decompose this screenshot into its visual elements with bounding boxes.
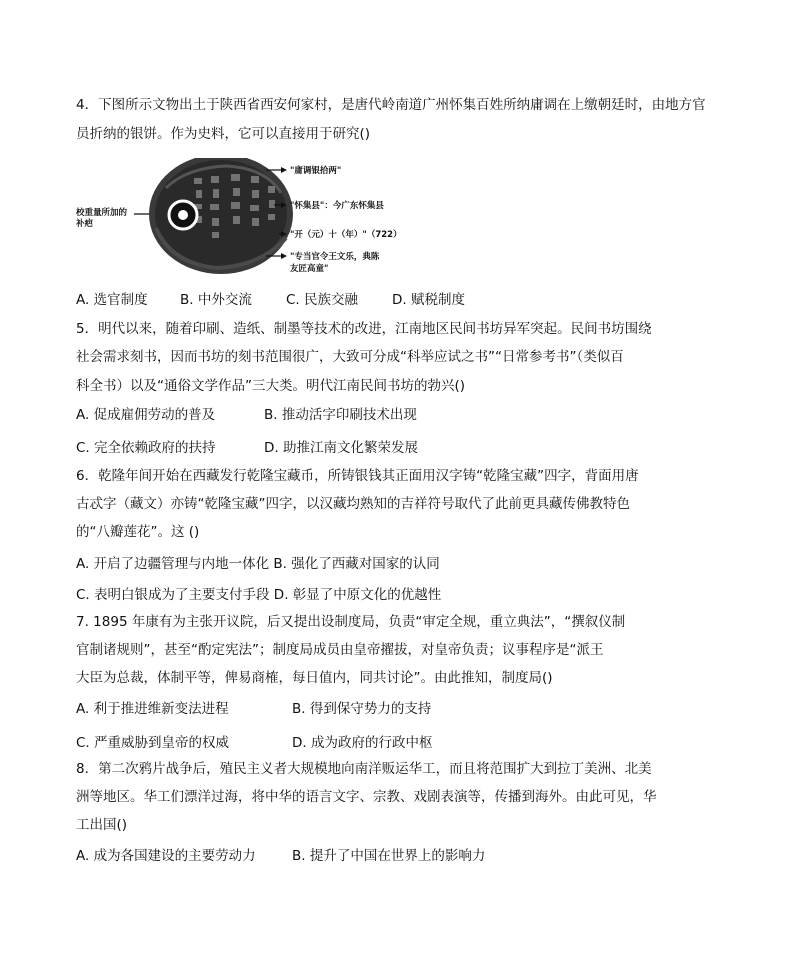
- q7-option-c[interactable]: C. 严重威胁到皇帝的权威: [76, 735, 230, 751]
- q5-stem-line-2: 社会需求刻书，因而书坊的刻书范围很广，大致可分成“科举应试之书”“日常参考书”（类似百: [76, 349, 624, 365]
- q8-stem-line-3: 工出国(): [76, 817, 128, 833]
- q6-option-ab[interactable]: A. 开启了边疆管理与内地一体化 B. 强化了西藏对国家的认同: [76, 556, 440, 572]
- q4-option-b[interactable]: B. 中外交流: [180, 292, 252, 308]
- callout-2: "怀集县"：今广东怀集县: [290, 201, 384, 211]
- silver-cake-figure: [76, 158, 436, 283]
- q4-stem-line-1: 4．下图所示文物出土于陕西省西安何家村，是唐代岭南道广州怀集百姓所纳庸调在上缴朝廷时，由地方官: [76, 97, 706, 113]
- q8-stem-line-1: 8．第二次鸦片战争后，殖民主义者大规模地向南洋贩运华工，而且将范围扩大到拉丁美洲、北美: [76, 761, 652, 777]
- q6-stem-line-2: 古忒字（藏文）亦铸“乾隆宝藏”四字，以汉藏均熟知的吉祥符号取代了此前更具藏传佛教特色: [76, 496, 630, 512]
- q7-option-d[interactable]: D. 成为政府的行政中枢: [292, 735, 433, 751]
- q5-option-b[interactable]: B. 推动活字印刷技术出现: [264, 407, 417, 423]
- q4-stem-line-2: 员折纳的银饼。作为史料，它可以直接用于研究(): [76, 126, 371, 142]
- q4-option-c[interactable]: C. 民族交融: [286, 292, 359, 308]
- q8-option-b[interactable]: B. 提升了中国在世界上的影响力: [292, 848, 486, 864]
- q8-option-a[interactable]: A. 成为各国建设的主要劳动力: [76, 848, 256, 864]
- figure-left-label-2: 补疤: [76, 219, 94, 229]
- q5-option-c[interactable]: C. 完全依赖政府的扶持: [76, 440, 216, 456]
- q7-stem-line-2: 官制诸规则”，甚至“酌定宪法”；制度局成员由皇帝擢拔，对皇帝负责；议事程序是“派王: [76, 642, 604, 658]
- q7-stem-line-3: 大臣为总裁，体制平等，俾易商榷，每日值内，同共讨论”。由此推知，制度局(): [76, 670, 553, 686]
- q7-option-a[interactable]: A. 利于推进维新变法进程: [76, 701, 229, 717]
- figure-left-label-1: 校重量所加的: [76, 208, 128, 218]
- callout-4b: 友匠高童": [290, 264, 329, 274]
- q5-stem-line-1: 5．明代以来，随着印刷、造纸、制墨等技术的改进，江南地区民间书坊异军突起。民间书坊围绕: [76, 321, 652, 337]
- q6-option-cd[interactable]: C. 表明白银成为了主要支付手段 D. 彰显了中原文化的优越性: [76, 587, 442, 603]
- q5-option-a[interactable]: A. 促成雇佣劳动的普及: [76, 407, 216, 423]
- q6-stem-line-3: 的“八瓣莲花”。这 (): [76, 524, 200, 540]
- q6-stem-line-1: 6．乾隆年间开始在西藏发行乾隆宝藏币，所铸银钱其正面用汉字铸“乾隆宝藏”四字，背面用唐: [76, 468, 639, 484]
- callout-3: "开（元）十（年）"（722）: [290, 230, 402, 240]
- q7-stem-line-1: 7. 1895 年康有为主张开议院，后又提出设制度局，负责“审定全规，重立典法”，“撰叙仪制: [76, 614, 626, 630]
- silver-cake-image: [149, 158, 293, 274]
- q8-stem-line-2: 洲等地区。华工们漂洋过海，将中华的语言文字、宗教、戏剧表演等，传播到海外。由此可见，华: [76, 789, 657, 805]
- q4-option-d[interactable]: D. 赋税制度: [392, 292, 465, 308]
- q7-option-b[interactable]: B. 得到保守势力的支持: [292, 701, 432, 717]
- q5-stem-line-3: 科全书）以及“通俗文学作品”三大类。明代江南民间书坊的勃兴(): [76, 378, 466, 394]
- callout-1: "庸调银拾两": [290, 166, 342, 176]
- q5-option-d[interactable]: D. 助推江南文化繁荣发展: [264, 440, 418, 456]
- q4-option-a[interactable]: A. 选官制度: [76, 292, 148, 308]
- callout-4a: "专当官令王文乐，典陈: [290, 252, 380, 262]
